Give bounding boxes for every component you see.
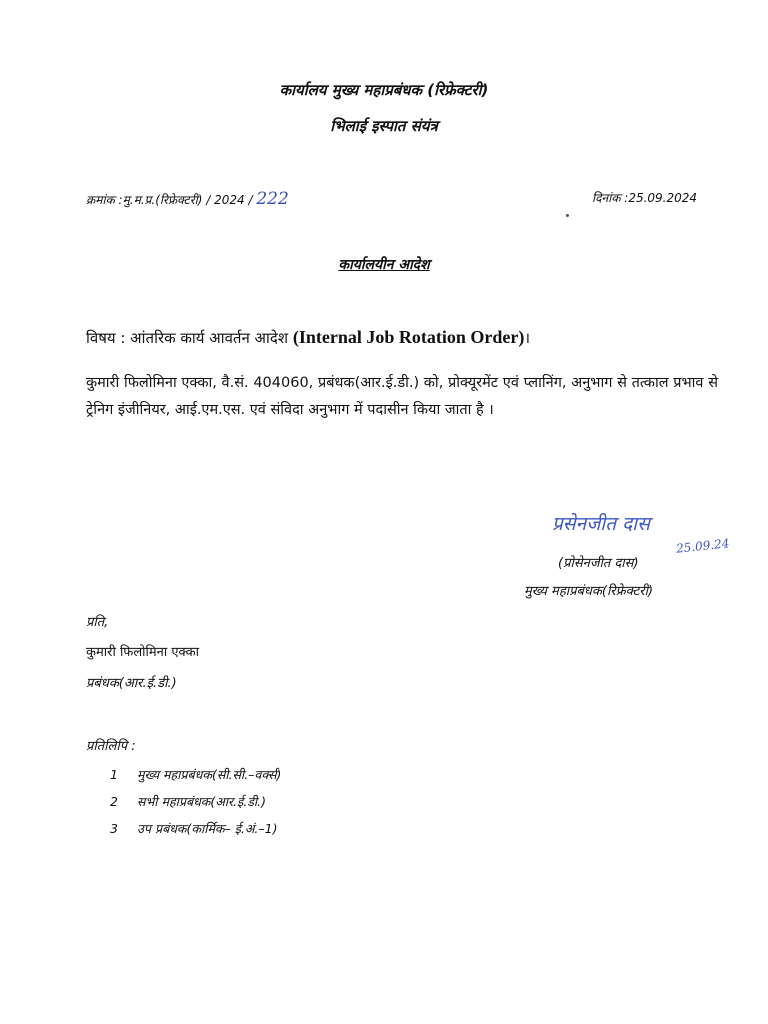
- copy-list-item: [110, 791, 266, 810]
- reference-number: [86, 189, 289, 209]
- copy-list-item: [110, 764, 281, 783]
- subject-end: ।: [524, 329, 531, 347]
- handwritten-signature: प्रसेनजीत दास: [552, 513, 650, 535]
- signature-date: 25.09.24: [675, 536, 731, 556]
- signatory-designation: मुख्य महाप्रबंधक(रिफ्रेक्टरी): [524, 584, 654, 599]
- recipient-prefix: प्रति,: [86, 615, 109, 630]
- scan-speck: [566, 214, 569, 217]
- signatory-name: (प्रोसेनजीत दास): [558, 556, 639, 571]
- recipient-designation: प्रबंधक(आर.ई.डी.): [86, 676, 177, 691]
- copy-list-item: [110, 818, 277, 837]
- order-body: कुमारी फिलोमिना एक्का, वै.सं. 404060, प्रबंधक(आर.ई.डी.) को, प्रोक्यूरमेंट एवं प्लानिंग, अनुभाग से तत्काल प्रभाव से ट्रेनिग इंजीनियर, आई.एम.एस. एवं संविदा अनुभाग में पदासीन किया जाता है ।: [86, 375, 718, 418]
- subject-english: (Internal Job Rotation Order): [292, 327, 525, 347]
- copy-to-label: प्रतिलिपि :: [86, 739, 136, 754]
- reference-number-handwritten: 222: [256, 189, 289, 209]
- copy-item-text: सभी महाप्रबंधक(आर.ई.डी.): [137, 794, 267, 809]
- copy-item-number: 1: [110, 767, 118, 782]
- plant-name: भिलाई इस्पात संयंत्र: [330, 117, 438, 135]
- reference-number-printed: क्रमांक :मु.म.प्र.(रिफ्रेक्टरी) / 2024 /: [86, 193, 253, 207]
- recipient-name: कुमारी फिलोमिना एक्का: [86, 645, 199, 660]
- subject-line: [86, 327, 530, 348]
- copy-item-text: उप प्रबंधक(कार्मिक– ई.अं.–1): [137, 821, 278, 836]
- subject-label: विषय : आंतरिक कार्य आवर्तन आदेश: [86, 329, 289, 347]
- office-title: कार्यालय मुख्य महाप्रबंधक (रिफ्रेक्टरी): [279, 81, 489, 99]
- copy-item-number: 2: [110, 794, 118, 809]
- reference-date: दिनांक :25.09.2024: [592, 191, 698, 205]
- order-title: कार्यालयीन आदेश: [338, 257, 430, 273]
- copy-item-text: मुख्य महाप्रबंधक(सी.सी.–वर्क्स): [137, 767, 282, 782]
- copy-item-number: 3: [110, 821, 118, 836]
